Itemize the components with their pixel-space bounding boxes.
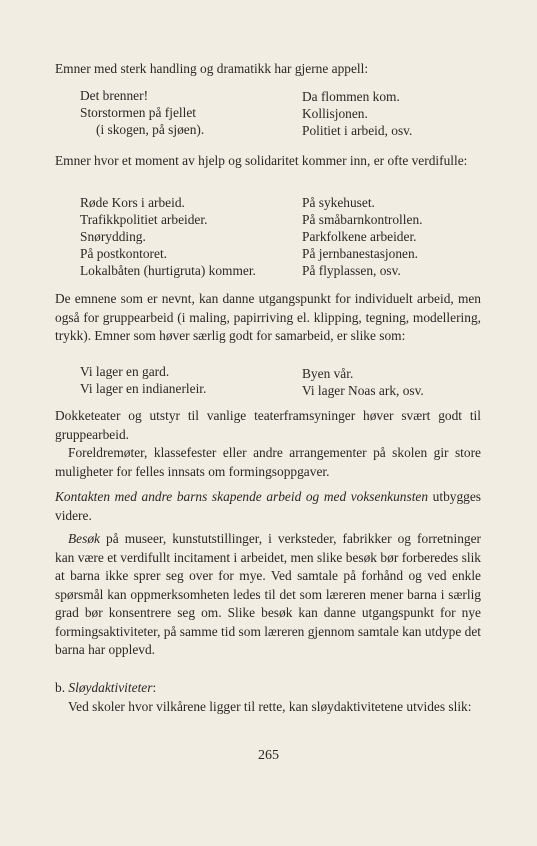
- list-1-right-item: Da flommen kom.: [302, 89, 400, 104]
- paragraph-3: De emnene som er nevnt, kan danne utgangspunkt for individuelt arbeid, men også for gruppearbeid (i maling, papirriving el. klipping, tegning, modellering, trykk). Emner som høver særlig godt for samarbeid, er slike som:: [55, 291, 481, 343]
- paragraph-7-text: på museer, kunstutstillinger, i verksteder, fabrikker og forretninger kan være et verdifullt incitament i arbeidet, men slike besøk bør forberedes slik at barna ikke sprer seg over for mye. Ved samtale på forhånd og ved enkle spørsmål kan oppmerksomheten ledes til det som læreren mener barna i særlig grad bør konsentrere seg om. Slike besøk kan danne utgangspunkt for nye formingsaktiviteter, på samme tid som læreren gjennom samtale kan utdype det barna har opplevd.: [55, 531, 481, 657]
- list-2-right-item: Parkfolkene arbeider.: [302, 229, 417, 244]
- list-1-left-item: (i skogen, på sjøen).: [96, 122, 205, 137]
- paragraph-6-emphasis: Kontakten med andre barns skapende arbeid og med voksenkunsten: [55, 489, 429, 504]
- list-2-left-item: Røde Kors i arbeid.: [80, 195, 185, 210]
- list-3-right-item: Vi lager Noas ark, osv.: [302, 383, 424, 398]
- paragraph-7: [55, 530, 481, 660]
- list-2-right-item: På sykehuset.: [302, 195, 375, 210]
- page-number: 265: [258, 748, 279, 763]
- list-3-left-item: Vi lager en gard.: [80, 364, 170, 379]
- intro-paragraph-1: Emner med sterk handling og dramatikk har gjerne appell:: [55, 61, 369, 76]
- intro-paragraph-2: Emner hvor et moment av hjelp og solidaritet kommer inn, er ofte verdifulle:: [55, 153, 468, 168]
- paragraph-6: [55, 488, 481, 525]
- paragraph-8: Ved skoler hvor vilkårene ligger til rette, kan sløydaktivitetene utvides slik:: [68, 699, 472, 714]
- list-2-right-item: På jernbanestasjonen.: [302, 246, 419, 261]
- section-title: Sløydaktiviteter: [68, 680, 153, 695]
- list-1-left-item: Det brenner!: [80, 88, 149, 103]
- list-1-right-item: Kollisjonen.: [302, 106, 368, 121]
- section-colon: :: [152, 680, 157, 695]
- list-2-left-item: På postkontoret.: [80, 246, 168, 261]
- list-2-left-item: Trafikkpolitiet arbeider.: [80, 212, 208, 227]
- list-2-left-item: Snørydding.: [80, 229, 146, 244]
- section-heading: [55, 679, 481, 698]
- paragraph-4: Dokketeater og utstyr til vanlige teaterframsyninger høver svært godt til gruppearbeid.: [55, 408, 481, 442]
- section-letter: b.: [55, 680, 66, 695]
- paragraph-7-emphasis: Besøk: [68, 531, 100, 546]
- list-1-right-item: Politiet i arbeid, osv.: [302, 123, 413, 138]
- paragraph-5: Foreldremøter, klassefester eller andre arrangementer på skolen gir store muligheter for felles innsats om formingsoppgaver.: [55, 445, 481, 479]
- list-1-left-item: Storstormen på fjellet: [80, 105, 197, 120]
- list-3-right-item: Byen vår.: [302, 366, 354, 381]
- list-2-left-item: Lokalbåten (hurtigruta) kommer.: [80, 263, 256, 278]
- list-2-right-item: På flyplassen, osv.: [302, 263, 401, 278]
- paragraph-6-text: utbygges videre.: [55, 489, 482, 523]
- list-2-right-item: På småbarnkontrollen.: [302, 212, 423, 227]
- list-3-left-item: Vi lager en indianerleir.: [80, 381, 207, 396]
